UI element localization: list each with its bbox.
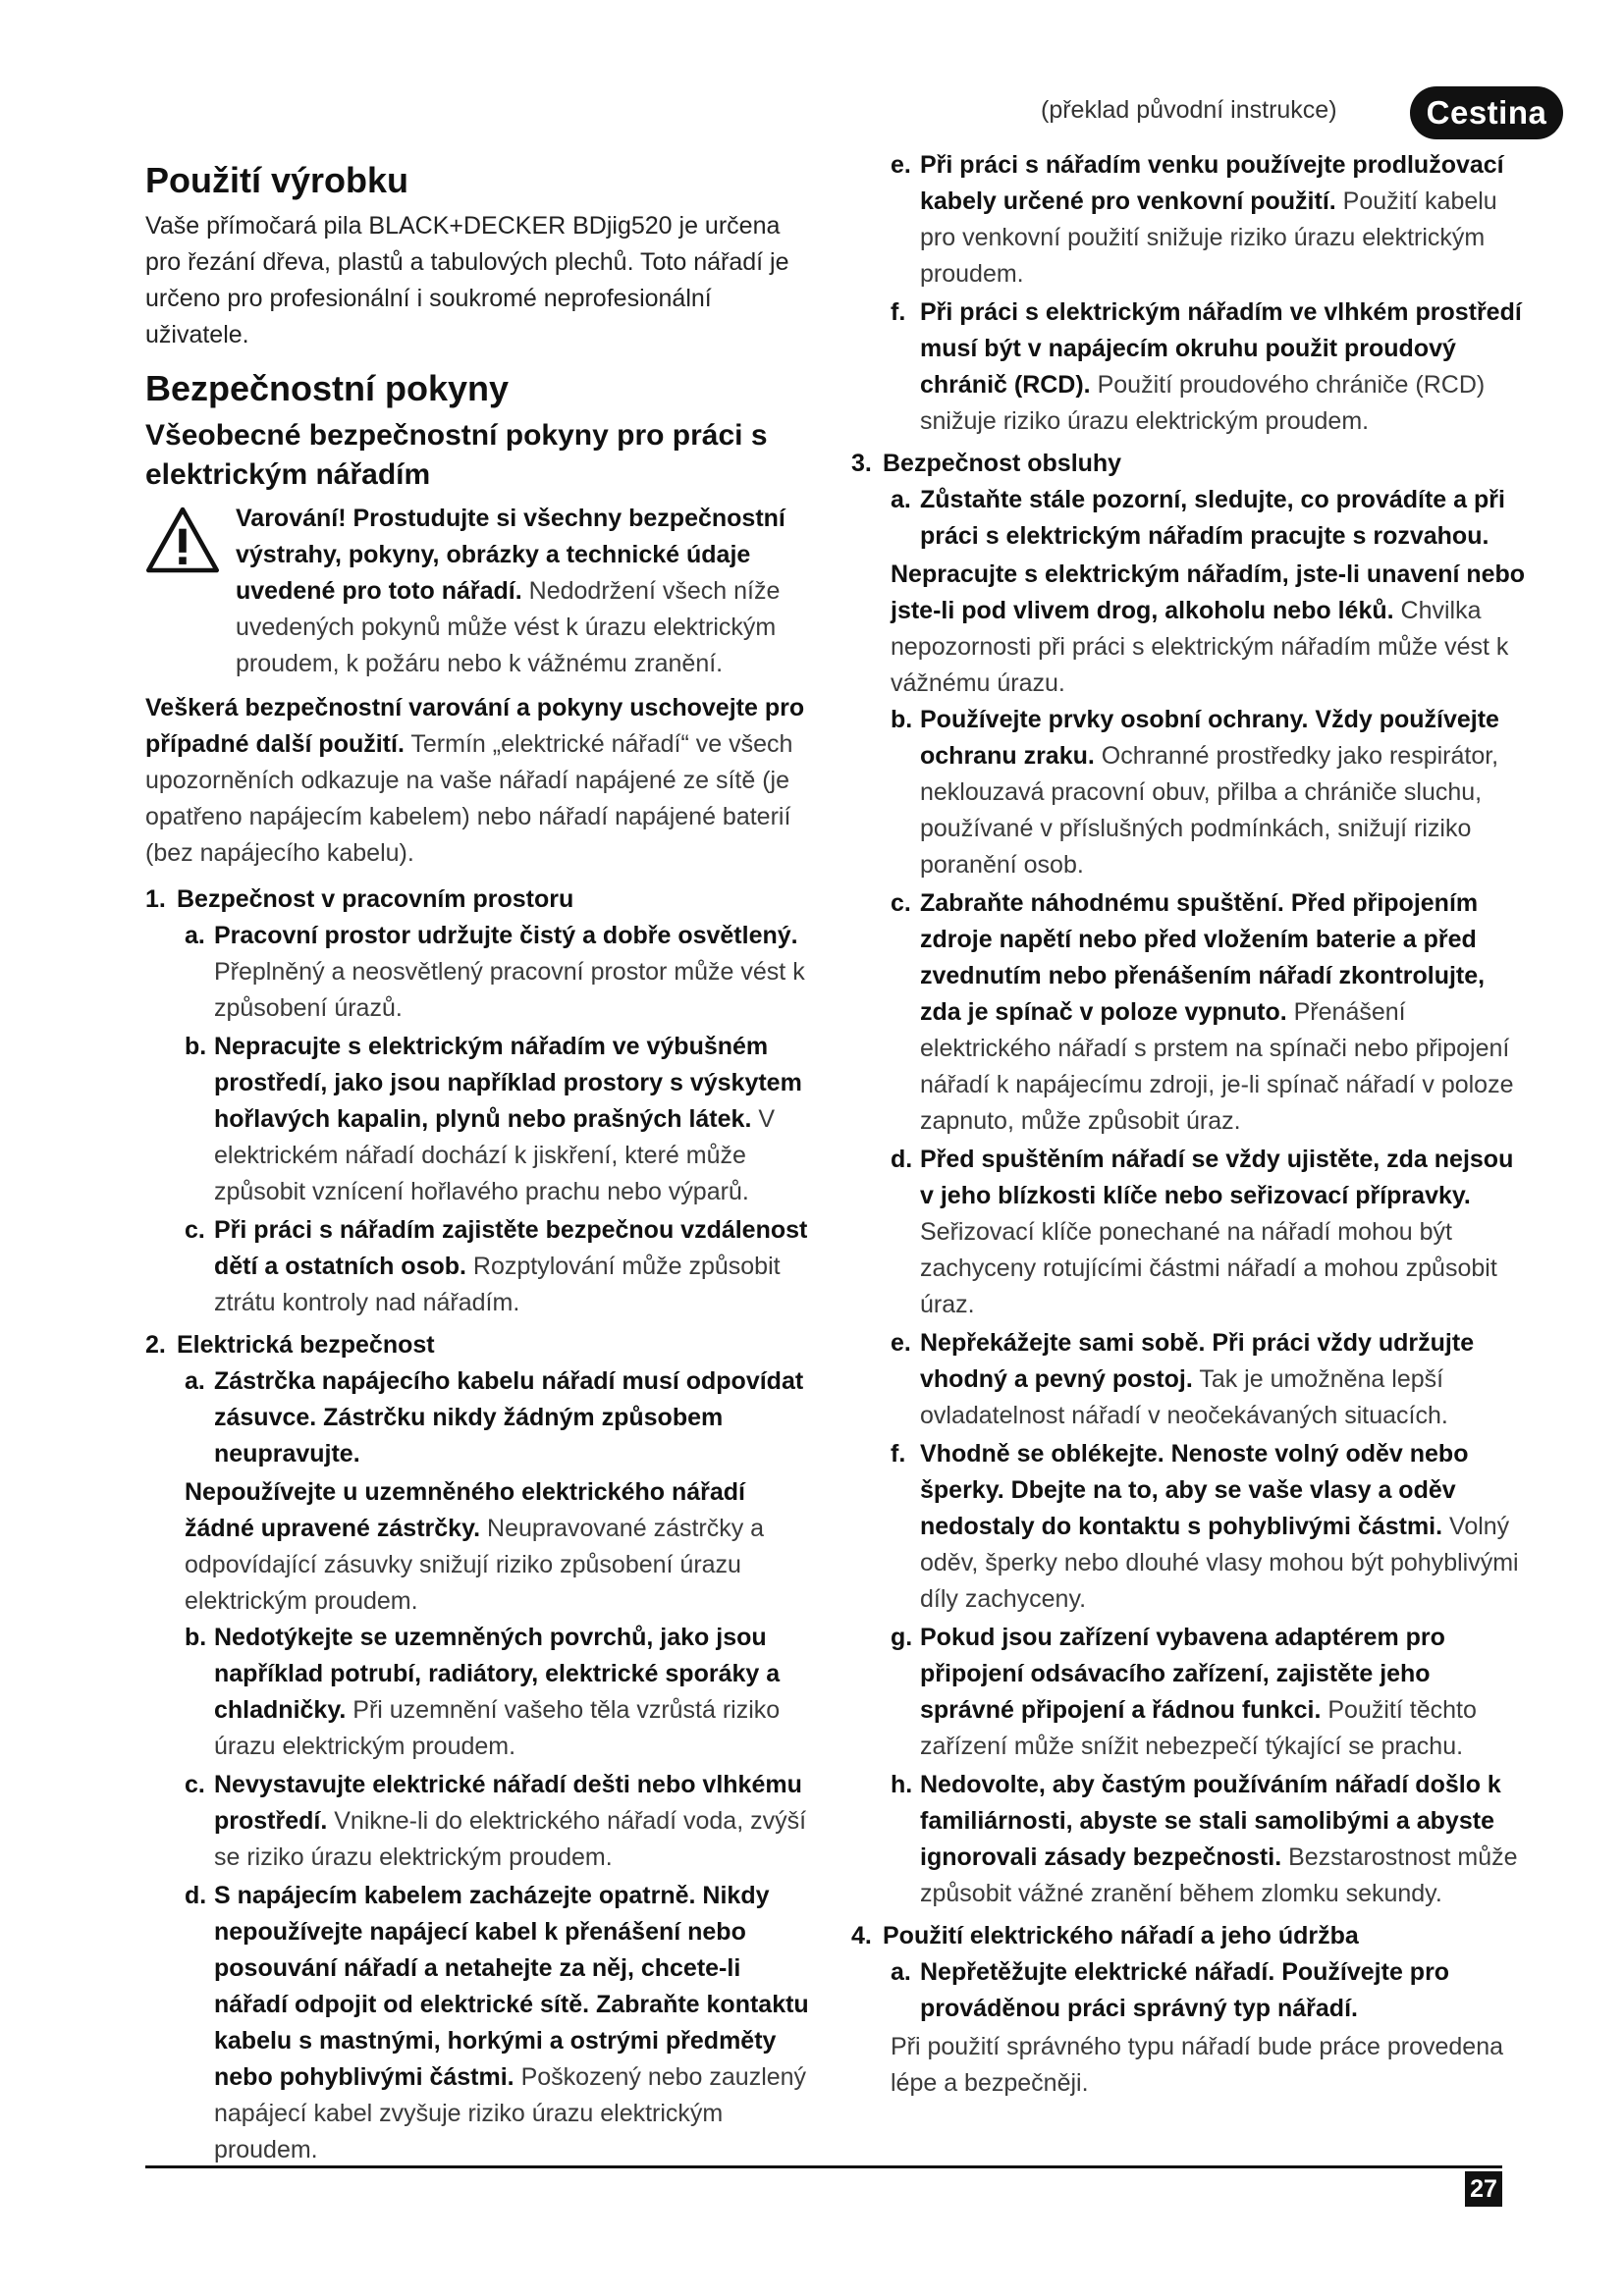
page-number: 27 <box>1465 2171 1502 2207</box>
section-work-area-safety: 1. Bezpečnost v pracovním prostoru a. Pracovní prostor udržujte čistý a dobře osvětlený. Přeplněný a neosvětlený pracovní prostor může vést k způsobení úrazů. b. Nepracujte s elektrickým nářadím ve výbušném prostředí, jako jsou například prostory s výskytem hořlavých kapalin, plynů nebo prašných látek. V elektrickém nářadí dochází k jiskření, které může způsobit vznícení hořlavého prachu nebo výparů. c. Při práci s nářadím zajistěte bezpečnou vzdálenost dětí a ostatních osob. Rozptylování může způsobit ztrátu kontroly nad nářadím. <box>145 881 809 1321</box>
section-electrical-safety-continued <box>851 147 1531 440</box>
list-item: g. Pokud jsou zařízení vybavena adaptérem pro připojení odsávacího zařízení, zajistěte jeho správné připojení a řádnou funkci. Použití těchto zařízení může snížit nebezpečí týkající se prachu. <box>891 1624 1477 1760</box>
list-item: e. Při práci s nářadím venku používejte prodlužovací kabely určené pro venkovní použití. Použití kabelu pro venkovní použití snižuje riziko úrazu elektrickým proudem. <box>891 151 1504 288</box>
heading-general-safety: Všeobecné bezpečnostní pokyny pro práci s elektrickým nářadím <box>145 419 768 491</box>
list-item: b. Nepracujte s elektrickým nářadím ve výbušném prostředí, jako jsou například prostory s výskytem hořlavých kapalin, plynů nebo prašných látek. V elektrickém nářadí dochází k jiskření, které může způsobit vznícení hořlavého prachu nebo výparů. <box>185 1033 802 1205</box>
list-subparagraph: Při použití správného typu nářadí bude práce provedena lépe a bezpečněji. <box>891 2033 1504 2097</box>
list-item: a. Nepřetěžujte elektrické nářadí. Používejte pro prováděnou práci správný typ nářadí. <box>891 1958 1450 2022</box>
product-use-text: Vaše přímočará pila BLACK+DECKER BDjig520 je určena pro řezání dřeva, plastů a tabulových plechů. Toto nářadí je určeno pro profesionální i soukromé neprofesionální uživatele. <box>145 212 789 348</box>
warning-block <box>145 501 809 682</box>
list-subparagraph: Nepoužívejte u uzemněného elektrického nářadí žádné upravené zástrčky. Neupravované zástrčky a odpovídající zásuvky snižují riziko způsobení úrazu elektrickým proudem. <box>185 1478 765 1615</box>
heading-product-use: Použití výrobku <box>145 160 409 200</box>
warning-triangle-icon <box>145 507 220 573</box>
list-item: f. Vhodně se oblékejte. Nenoste volný oděv nebo šperky. Dbejte na to, aby se vaše vlasy a oděv nedostaly do kontaktu s pohyblivými částmi. Volný oděv, šperky nebo dlouhé vlasy mohou být pohyblivými díly zachyceny. <box>891 1440 1519 1613</box>
list-item: d. Před spuštěním nářadí se vždy ujistěte, zda nejsou v jeho blízkosti klíče nebo seřizovací přípravky. Seřizovací klíče ponechané na nářadí mohou být zachyceny rotujícími částmi nářadí a mohou způsobit úraz. <box>891 1146 1514 1318</box>
list-item: b. Nedotýkejte se uzemněných povrchů, jako jsou například potrubí, radiátory, elektrické sporáky a chladničky. Při uzemnění vašeho těla vzrůstá riziko úrazu elektrickým proudem. <box>185 1624 781 1760</box>
list-item: b. Používejte prvky osobní ochrany. Vždy používejte ochranu zraku. Ochranné prostředky jako respirátor, neklouzavá pracovní obuv, přilba a chrániče sluchu, používané v příslušných podmínkách, snižují riziko poranění osob. <box>891 706 1499 879</box>
list-item: f. Při práci s elektrickým nářadím ve vlhkém prostředí musí být v napájecím okruhu použit proudový chránič (RCD). Použití proudového chrániče (RCD) snižuje riziko úrazu elektrickým proudem. <box>891 298 1522 435</box>
list-item: a. Zástrčka napájecího kabelu nářadí musí odpovídat zásuvce. Zástrčku nikdy žádným způsobem neupravujte. <box>185 1367 804 1468</box>
keep-instructions-text: Veškerá bezpečnostní varování a pokyny uschovejte pro případné další použití. Termín „elektrické nářadí“ ve všech upozorněních odkazuje na vaše nářadí napájené ze sítě (je opatřeno napájecím kabelem) nebo nářadí napájené baterií (bez napájecího kabelu). <box>145 694 805 867</box>
language-badge: Cestina <box>1410 86 1563 139</box>
list-item: c. Nevystavujte elektrické nářadí dešti nebo vlhkému prostředí. Vnikne-li do elektrického nářadí voda, zvýší se riziko úrazu elektrickým proudem. <box>185 1771 807 1871</box>
footer-rule <box>145 2165 1502 2168</box>
warning-text: Varování! Prostudujte si všechny bezpečnostní výstrahy, pokyny, obrázky a technické údaje uvedené pro toto nářadí. Nedodržení všech níže uvedených pokynů může vést k úrazu elektrickým proudem, k požáru nebo k vážnému zranění. <box>236 505 785 677</box>
list-item: c. Zabraňte náhodnému spuštění. Před připojením zdroje napětí nebo před vložením baterie a před zvednutím nebo přenášením nářadí zkontrolujte, zda je spínač v poloze vypnuto. Přenášení elektrického nářadí s prstem na spínači nebo připojení nářadí k napájecímu zdroji, je-li spínač nářadí v poloze zapnuto, může způsobit úraz. <box>891 889 1514 1135</box>
list-item: h. Nedovolte, aby častým používáním nářadí došlo k familiárnosti, abyste se stali samolibými a abyste ignorovali zásady bezpečnosti. Bezstarostnost může způsobit vážné zranění během zlomku sekundy. <box>891 1771 1518 1907</box>
list-item: d. S napájecím kabelem zacházejte opatrně. Nikdy nepoužívejte napájecí kabel k přenášení nebo posouvání nářadí a netahejte za něj, chcete-li nářadí odpojit od elektrické sítě. Zabraňte kontaktu kabelu s mastnými, horkými a ostrými předměty nebo pohyblivými částmi. Poškozený nebo zauzlený napájecí kabel zvyšuje riziko úrazu elektrickým proudem. <box>185 1882 809 2163</box>
translation-note: (překlad původní instrukce) <box>1041 96 1337 124</box>
section-tool-use-and-care: 4. Použití elektrického nářadí a jeho údržba a. Nepřetěžujte elektrické nářadí. Používejte pro prováděnou práci správný typ nářadí. Při použití správného typu nářadí bude práce provedena lépe a bezpečněji. <box>851 1918 1531 2102</box>
list-item: e. Nepřekážejte sami sobě. Při práci vždy udržujte vhodný a pevný postoj. Tak je umožněna lepší ovladatelnost nářadí v neočekávaných situacích. <box>891 1329 1475 1429</box>
section-personal-safety: 3. Bezpečnost obsluhy a. Zůstaňte stále pozorní, sledujte, co provádíte a při práci s elektrickým nářadím pracujte s rozvahou. Nepracujte s elektrickým nářadím, jste-li unavení nebo jste-li pod vlivem drog, alkoholu nebo léků. Chvilka nepozornosti při práci s elektrickým nářadím může vést k vážnému úrazu. b. Používejte prvky osobní ochrany. Vždy používejte ochranu zraku. Ochranné prostředky jako respirátor, neklouzavá pracovní obuv, přilba a chrániče sluchu, používané v příslušných podmínkách, snižují riziko poranění osob. c. Zabraňte náhodnému spuštění. Před připojením zdroje napětí nebo před vložením baterie a před zvednutím nebo přenášením nářadí zkontrolujte, zda je spínač v poloze vypnuto. Přenášení elektrického nářadí s prstem na spínači nebo připojení nářadí k napájecímu zdroji, je-li spínač nářadí v poloze zapnuto, může způsobit úraz. d. Před spuštěním nářadí se vždy ujistěte, zda nejsou v jeho blízkosti klíče nebo seřizovací přípravky. Seřizovací klíče ponechané na nářadí mohou být zachyceny rotujícími částmi nářadí a mohou způsobit úraz. e. Nepřekážejte sami sobě. Při práci vždy udržujte vhodný a pevný postoj. Tak je umožněna lepší ovladatelnost nářadí v neočekávaných situacích. f. Vhodně se oblékejte. Nenoste volný oděv nebo šperky. Dbejte na to, aby se vaše vlasy a oděv nedostaly do kontaktu s pohyblivými částmi. Volný oděv, šperky nebo dlouhé vlasy mohou být pohyblivými díly zachyceny. g. Pokud jsou zařízení vybavena adaptérem pro připojení odsávacího zařízení, zajistěte jeho správné připojení a řádnou funkci. Použití těchto zařízení může snížit nebezpečí týkající se prachu. h. Nedovolte, aby častým používáním nářadí došlo k familiárnosti, abyste se stali samolibými a abyste ignorovali zásady bezpečnosti. Bezstarostnost může způsobit vážné zranění během zlomku sekundy. <box>851 446 1531 1912</box>
list-item: c. Při práci s nářadím zajistěte bezpečnou vzdálenost dětí a ostatních osob. Rozptylování může způsobit ztrátu kontroly nad nářadím. <box>185 1216 808 1316</box>
list-subparagraph: Nepracujte s elektrickým nářadím, jste-li unavení nebo jste-li pod vlivem drog, alkoholu nebo léků. Chvilka nepozornosti při práci s elektrickým nářadím může vést k vážnému úrazu. <box>891 561 1526 697</box>
list-item: a. Zůstaňte stále pozorní, sledujte, co provádíte a při práci s elektrickým nářadím pracujte s rozvahou. <box>891 486 1505 550</box>
section-electrical-safety: 2. Elektrická bezpečnost a. Zástrčka napájecího kabelu nářadí musí odpovídat zásuvce. Zástrčku nikdy žádným způsobem neupravujte. Nepoužívejte u uzemněného elektrického nářadí žádné upravené zástrčky. Neupravované zástrčky a odpovídající zásuvky snižují riziko způsobení úrazu elektrickým proudem. b. Nedotýkejte se uzemněných povrchů, jako jsou například potrubí, radiátory, elektrické sporáky a chladničky. Při uzemnění vašeho těla vzrůstá riziko úrazu elektrickým proudem. c. Nevystavujte elektrické nářadí dešti nebo vlhkému prostředí. Vnikne-li do elektrického nářadí voda, zvýší se riziko úrazu elektrickým proudem. d. S napájecím kabelem zacházejte opatrně. Nikdy nepoužívejte napájecí kabel k přenášení nebo posouvání nářadí a netahejte za něj, chcete-li nářadí odpojit od elektrické sítě. Zabraňte kontaktu kabelu s mastnými, horkými a ostrými předměty nebo pohyblivými částmi. Poškozený nebo zauzlený napájecí kabel zvyšuje riziko úrazu elektrickým proudem. <box>145 1327 809 2168</box>
list-item: a. Pracovní prostor udržujte čistý a dobře osvětlený. Přeplněný a neosvětlený pracovní prostor může vést k způsobení úrazů. <box>185 922 805 1022</box>
left-column <box>145 147 809 2170</box>
heading-safety-instructions: Bezpečnostní pokyny <box>145 368 510 408</box>
right-column <box>851 147 1531 2102</box>
